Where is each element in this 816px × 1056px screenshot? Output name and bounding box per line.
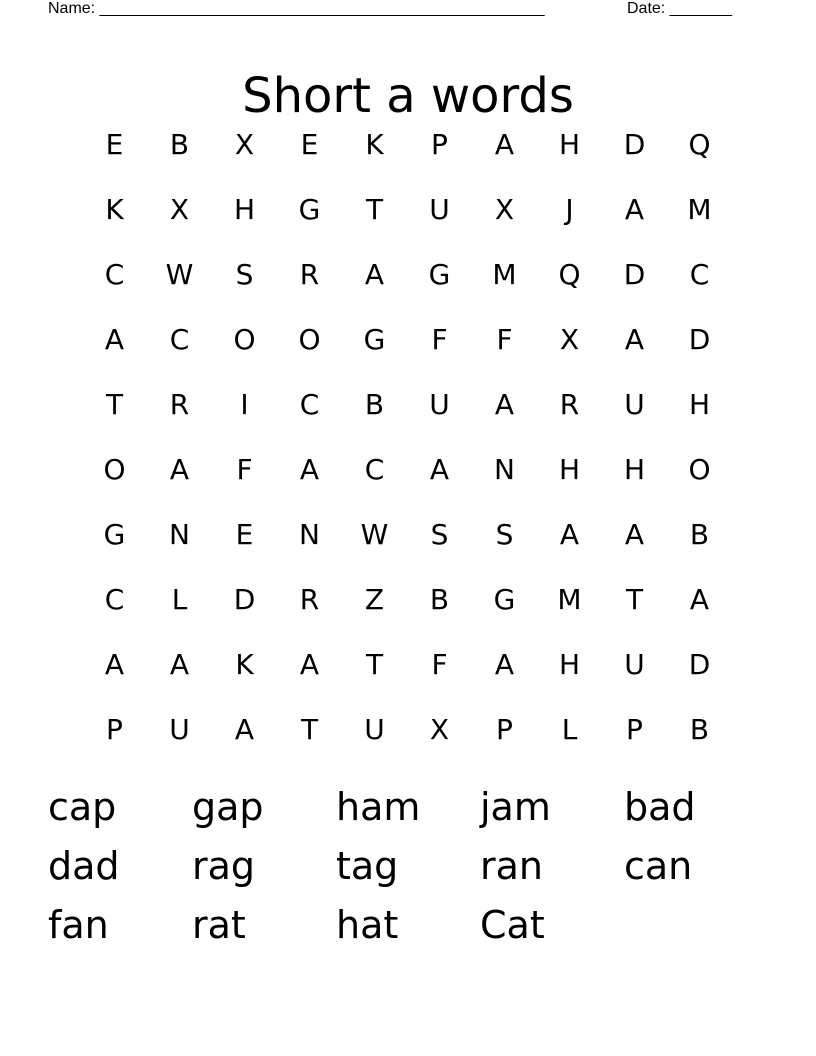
word-bank-item: can — [624, 844, 693, 888]
grid-letter[interactable]: C — [104, 583, 125, 616]
grid-letter[interactable]: X — [559, 323, 580, 356]
grid-letter[interactable]: D — [623, 258, 646, 291]
grid-letter[interactable]: B — [169, 128, 190, 161]
grid-letter[interactable]: A — [429, 453, 450, 486]
grid-letter[interactable]: W — [360, 518, 389, 551]
grid-letter[interactable]: M — [557, 583, 582, 616]
grid-letter[interactable]: P — [626, 713, 643, 746]
grid-letter[interactable]: H — [623, 453, 646, 486]
grid-letter[interactable]: A — [494, 128, 515, 161]
grid-letter[interactable]: G — [298, 193, 321, 226]
grid-letter[interactable]: B — [429, 583, 450, 616]
word-bank — [48, 778, 768, 955]
grid-letter[interactable]: C — [104, 258, 125, 291]
grid-letter[interactable]: R — [299, 258, 320, 291]
grid-letter[interactable]: T — [365, 648, 384, 681]
grid-letter[interactable]: X — [494, 193, 515, 226]
worksheet-header — [0, 0, 816, 20]
letter-grid — [82, 112, 732, 762]
grid-letter[interactable]: U — [169, 713, 190, 746]
word-bank-item: cap — [48, 785, 117, 829]
grid-letter[interactable]: K — [105, 193, 124, 226]
grid-letter[interactable]: X — [429, 713, 450, 746]
word-bank-item: gap — [192, 785, 264, 829]
grid-letter[interactable]: Q — [688, 128, 711, 161]
word-bank-item: hat — [336, 903, 399, 947]
grid-letter[interactable]: H — [558, 648, 581, 681]
grid-letter[interactable]: D — [688, 323, 711, 356]
word-bank-item: dad — [48, 844, 120, 888]
word-bank-item: jam — [480, 785, 551, 829]
grid-letter[interactable]: K — [365, 128, 384, 161]
grid-letter[interactable]: P — [106, 713, 123, 746]
grid-letter[interactable]: A — [364, 258, 385, 291]
word-bank-item: Cat — [480, 903, 545, 947]
grid-letter[interactable]: X — [169, 193, 190, 226]
grid-letter[interactable]: G — [103, 518, 126, 551]
grid-letter[interactable]: I — [240, 388, 249, 421]
grid-letter[interactable]: X — [234, 128, 255, 161]
grid-letter[interactable]: D — [233, 583, 256, 616]
grid-letter[interactable]: B — [364, 388, 385, 421]
word-bank-item: bad — [624, 785, 696, 829]
grid-letter[interactable]: O — [233, 323, 256, 356]
grid-letter[interactable]: F — [431, 323, 448, 356]
grid-letter[interactable]: D — [623, 128, 646, 161]
grid-letter[interactable]: E — [300, 128, 319, 161]
grid-letter[interactable]: A — [624, 323, 645, 356]
grid-letter[interactable]: A — [494, 648, 515, 681]
grid-letter[interactable]: U — [429, 193, 450, 226]
grid-letter[interactable]: T — [365, 193, 384, 226]
grid-letter[interactable]: H — [558, 453, 581, 486]
grid-letter[interactable]: R — [169, 388, 190, 421]
grid-letter[interactable]: S — [430, 518, 449, 551]
grid-letter[interactable]: F — [496, 323, 513, 356]
grid-letter[interactable]: F — [431, 648, 448, 681]
word-bank-item: rat — [192, 903, 246, 947]
grid-letter[interactable]: A — [169, 648, 190, 681]
grid-letter[interactable]: B — [689, 713, 710, 746]
word-bank-item: ham — [336, 785, 421, 829]
grid-letter[interactable]: Z — [364, 583, 385, 616]
grid-letter[interactable]: A — [299, 648, 320, 681]
grid-letter[interactable]: Q — [558, 258, 581, 291]
grid-letter[interactable]: A — [234, 713, 255, 746]
grid-letter[interactable]: L — [171, 583, 188, 616]
grid-letter[interactable]: A — [299, 453, 320, 486]
grid-letter[interactable]: T — [105, 388, 124, 421]
grid-letter[interactable]: G — [493, 583, 516, 616]
grid-letter[interactable]: R — [559, 388, 580, 421]
grid-letter[interactable]: M — [492, 258, 517, 291]
word-bank-item: rag — [192, 844, 256, 888]
grid-letter[interactable]: L — [561, 713, 578, 746]
grid-letter[interactable]: A — [494, 388, 515, 421]
grid-letter[interactable]: D — [688, 648, 711, 681]
grid-letter[interactable]: U — [429, 388, 450, 421]
grid-letter[interactable]: M — [687, 193, 712, 226]
grid-letter[interactable]: A — [104, 648, 125, 681]
grid-letter[interactable]: K — [235, 648, 254, 681]
grid-letter[interactable]: A — [689, 583, 710, 616]
grid-letter[interactable]: H — [688, 388, 711, 421]
grid-letter[interactable]: F — [236, 453, 253, 486]
grid-letter[interactable]: T — [625, 583, 644, 616]
grid-letter[interactable]: S — [235, 258, 254, 291]
word-bank-item: fan — [48, 903, 109, 947]
grid-letter[interactable]: H — [233, 193, 256, 226]
grid-letter[interactable]: A — [624, 193, 645, 226]
grid-letter[interactable]: A — [624, 518, 645, 551]
grid-letter[interactable]: G — [428, 258, 451, 291]
grid-letter[interactable]: O — [688, 453, 711, 486]
grid-letter[interactable]: C — [299, 388, 320, 421]
grid-letter[interactable]: U — [364, 713, 385, 746]
grid-letter[interactable]: P — [431, 128, 448, 161]
grid-letter[interactable]: P — [496, 713, 513, 746]
grid-letter[interactable]: C — [689, 258, 710, 291]
grid-letter[interactable]: H — [558, 128, 581, 161]
grid-letter[interactable]: T — [300, 713, 319, 746]
grid-letter[interactable]: E — [235, 518, 254, 551]
word-bank-item: ran — [480, 844, 543, 888]
grid-letter[interactable]: C — [364, 453, 385, 486]
grid-letter[interactable]: N — [494, 453, 515, 486]
grid-letter[interactable]: S — [495, 518, 514, 551]
grid-letter[interactable]: J — [565, 193, 574, 226]
date-field[interactable]: Date: _______ — [627, 0, 732, 17]
grid-letter[interactable]: B — [689, 518, 710, 551]
grid-letter[interactable]: W — [165, 258, 194, 291]
name-field[interactable]: Name: __________________________________________________ — [48, 0, 545, 17]
grid-letter[interactable]: N — [299, 518, 320, 551]
grid-letter[interactable]: A — [104, 323, 125, 356]
grid-letter[interactable]: E — [105, 128, 124, 161]
page-title: Short a words — [242, 68, 574, 125]
grid-letter[interactable]: U — [624, 648, 645, 681]
grid-letter[interactable]: G — [363, 323, 386, 356]
grid-letter[interactable]: A — [169, 453, 190, 486]
grid-letter[interactable]: R — [299, 583, 320, 616]
grid-letter[interactable]: O — [298, 323, 321, 356]
grid-letter[interactable]: A — [559, 518, 580, 551]
grid-letter[interactable]: O — [103, 453, 126, 486]
word-bank-item: tag — [336, 844, 399, 888]
grid-letter[interactable]: C — [169, 323, 190, 356]
grid-letter[interactable]: U — [624, 388, 645, 421]
grid-letter[interactable]: N — [169, 518, 190, 551]
